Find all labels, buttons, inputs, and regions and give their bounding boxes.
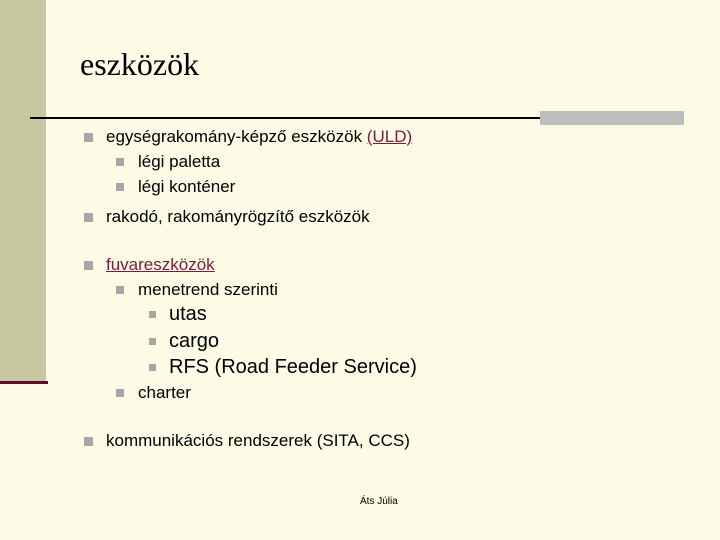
list-item-cargo	[149, 330, 219, 353]
square-bullet-icon	[84, 213, 93, 222]
square-bullet-icon	[116, 158, 124, 166]
square-bullet-icon	[84, 133, 93, 142]
square-bullet-icon	[84, 261, 93, 270]
list-item-menetrend	[116, 280, 278, 300]
square-bullet-icon	[116, 286, 124, 294]
list-item-text: utas	[169, 303, 207, 325]
list-item-text: légi konténer	[138, 177, 236, 196]
slide-footer: Áts Júlia	[360, 496, 398, 507]
slide-title: eszközök	[80, 46, 200, 82]
list-item-legi-kontener	[116, 177, 235, 197]
list-item-text: menetrend szerinti	[138, 280, 278, 299]
list-item-charter	[116, 383, 191, 403]
list-item-utas	[149, 303, 207, 326]
square-bullet-icon	[116, 389, 124, 397]
square-bullet-icon	[149, 364, 156, 371]
list-item-text: kommunikációs rendszerek (SITA, CCS)	[106, 431, 410, 450]
list-item-uld	[84, 127, 412, 147]
list-item-text: cargo	[169, 330, 220, 352]
list-item-fuvareszkozok	[84, 255, 215, 275]
uld-link[interactable]: (ULD)	[366, 127, 413, 146]
fuvareszkozok-link[interactable]: fuvareszközök	[106, 255, 215, 274]
list-item-text: légi paletta	[138, 152, 221, 171]
list-item-kommunikacios	[84, 431, 410, 451]
square-bullet-icon	[116, 183, 124, 191]
list-item-text: RFS (Road Feeder Service)	[169, 356, 417, 378]
square-bullet-icon	[84, 437, 93, 446]
square-bullet-icon	[149, 311, 156, 318]
list-item-text: charter	[138, 383, 191, 402]
list-item-uld-text: egységrakomány-képző eszközök	[106, 127, 367, 146]
list-item-rakodo	[84, 207, 370, 227]
square-bullet-icon	[149, 338, 156, 345]
list-item-text: rakodó, rakományrögzítő eszközök	[106, 207, 370, 226]
list-item-legi-paletta	[116, 152, 220, 172]
list-item-rfs	[149, 356, 417, 379]
